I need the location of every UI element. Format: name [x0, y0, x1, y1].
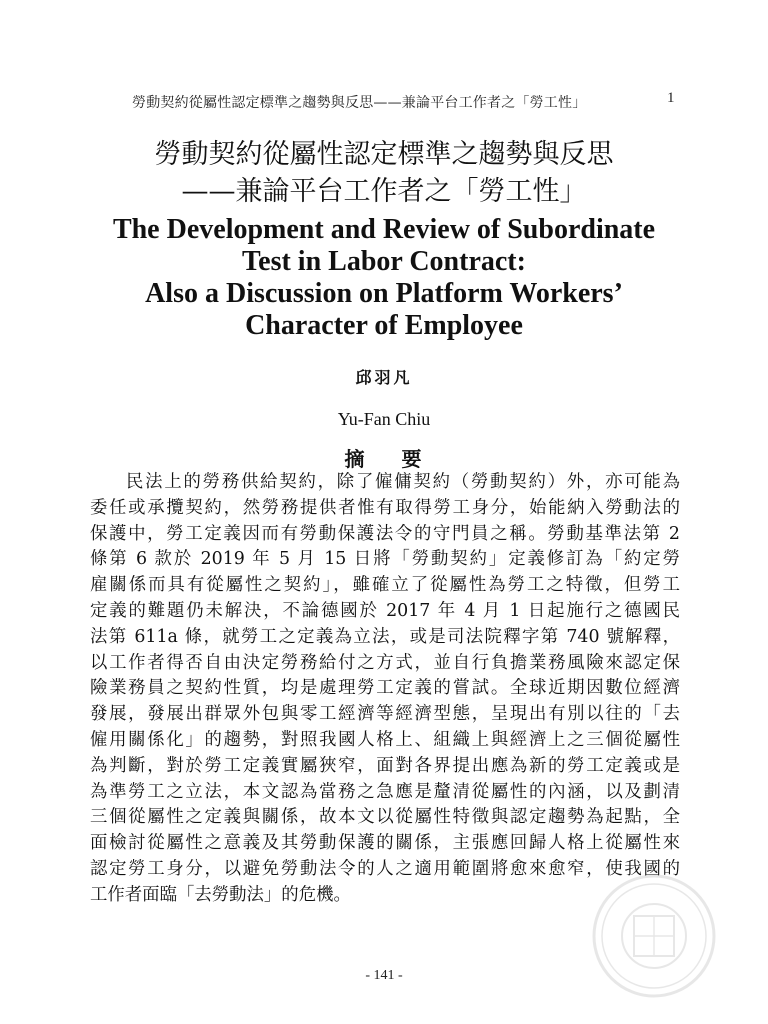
abstract-line: 雇關係而具有從屬性之契約」，雖確立了從屬性為勞工之特徵，但勞工	[90, 575, 680, 596]
abstract-line: 定義的難題仍未解決，不論德國於 2017 年 4 月 1 日起施行之德國民	[90, 600, 680, 621]
english-title-line-4: Character of Employee	[245, 310, 523, 341]
abstract-line: 條第 6 款於 2019 年 5 月 15 日將「勞動契約」定義修訂為「約定勞	[90, 549, 680, 570]
abstract-line: 法第 611a 條，就勞工之定義為立法，或是司法院釋字第 740 號解釋，	[90, 626, 680, 647]
abstract-body	[90, 470, 680, 909]
abstract-line: 保護中，勞工定義因而有勞動保護法令的守門員之稱。勞動基準法第 2	[90, 523, 680, 544]
abstract-line: 險業務員之契約性質，均是處理勞工定義的嘗試。全球近期因數位經濟	[90, 678, 680, 699]
library-seal-watermark	[590, 872, 718, 1000]
author-name-english: Yu-Fan Chiu	[337, 409, 431, 429]
abstract-line: 以工作者得否自由決定勞務給付之方式，並自行負擔業務風險來認定保	[90, 652, 680, 673]
footer-page-number: - 141 -	[365, 968, 403, 983]
abstract-line: 為判斷，對於勞工定義實屬狹窄，面對各界提出應為新的勞工定義或是	[90, 755, 680, 776]
abstract-heading: 摘 要	[344, 447, 424, 471]
abstract-line: 發展，發展出群眾外包與零工經濟等經濟型態，呈現出有別以往的「去	[90, 704, 680, 725]
abstract-line: 面檢討從屬性之意義及其勞動保護的關係，主張應回歸人格上從屬性來	[90, 833, 680, 854]
abstract-line: 委任或承攬契約，然勞務提供者惟有取得勞工身分，始能納入勞動法的	[90, 497, 680, 518]
chinese-title	[0, 136, 768, 210]
english-title-line-1: The Development and Review of Subordinate	[112, 214, 656, 245]
abstract-line: 民法上的勞務供給契約，除了僱傭契約（勞動契約）外，亦可能為	[126, 472, 680, 492]
chinese-title-line-1: 勞動契約從屬性認定標準之趨勢與反思	[154, 139, 614, 170]
abstract-line: 為準勞工之立法，本文認為當務之急應是釐清從屬性的內涵，以及劃清	[90, 781, 680, 802]
abstract-line: 僱用關係化」的趨勢，對照我國人格上、組織上與經濟上之三個從屬性	[90, 729, 680, 750]
english-title	[0, 214, 768, 342]
english-title-line-3: Also a Discussion on Platform Workers’	[145, 278, 623, 309]
abstract-line: 工作者面臨「去勞動法」的危機。	[90, 884, 351, 905]
chinese-title-line-2: ——兼論平台工作者之「勞工性」	[181, 176, 587, 207]
running-header: 勞動契約從屬性認定標準之趨勢與反思——兼論平台工作者之「勞工性」	[132, 95, 587, 111]
author-name-chinese: 邱羽凡	[355, 368, 413, 387]
english-title-line-2: Test in Labor Contract:	[242, 246, 526, 277]
header-page-number: 1	[667, 90, 675, 106]
abstract-line: 三個從屬性之定義與關係，故本文以從屬性特徵與認定趨勢為起點，全	[90, 807, 680, 828]
abstract-line: 認定勞工身分，以避免勞動法令的人之適用範圍將愈來愈窄，使我國的	[90, 858, 680, 879]
